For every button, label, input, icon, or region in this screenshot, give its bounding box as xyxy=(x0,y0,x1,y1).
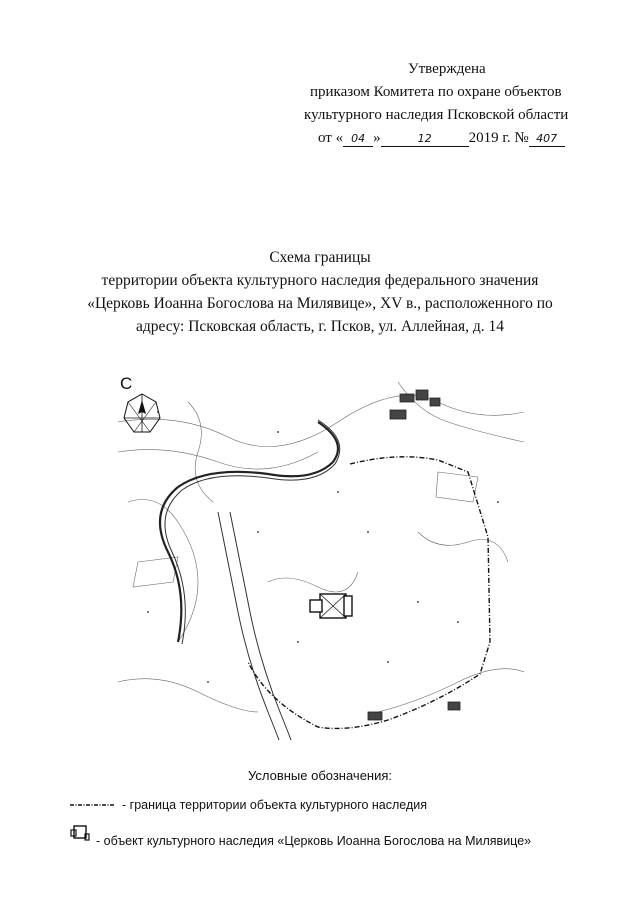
approval-line-3: культурного наследия Псковской области xyxy=(304,107,569,123)
approval-line-2: приказом Комитета по охране объектов xyxy=(310,84,562,100)
legend-title: Условные обозначения: xyxy=(247,768,393,783)
handwritten-order-number: 407 xyxy=(529,132,565,147)
approval-block xyxy=(300,58,600,150)
boundary-line-icon xyxy=(70,801,114,809)
compass-icon xyxy=(120,392,164,436)
boundary-map xyxy=(118,382,524,740)
legend-boundary-text: - граница территории объекта культурного наследия xyxy=(122,798,428,812)
year-text: 2019 г. № xyxy=(468,130,529,146)
building-icon xyxy=(70,824,90,842)
title-line-3: «Церковь Иоанна Богослова на Милявице», XV в., расположенного по xyxy=(87,295,553,312)
legend-item-building xyxy=(70,832,531,850)
legend-building-text: - объект культурного наследия «Церковь Иоанна Богослова на Милявице» xyxy=(96,834,532,848)
approval-line-1: Утверждена xyxy=(408,61,486,77)
document-title xyxy=(40,246,600,338)
title-line-2: территории объекта культурного наследия федерального значения xyxy=(101,272,539,289)
date-mid: » xyxy=(373,130,381,146)
handwritten-day: 04 xyxy=(343,132,373,147)
legend-item-boundary xyxy=(70,798,427,812)
title-line-4: адресу: Псковская область, г. Псков, ул. Аллейная, д. 14 xyxy=(136,318,504,335)
compass-rose xyxy=(120,374,164,436)
title-line-1: Схема границы xyxy=(269,249,371,266)
map-drawing xyxy=(118,382,524,740)
approval-date-line xyxy=(300,127,600,150)
date-prefix: от « xyxy=(318,130,344,146)
handwritten-month: 12 xyxy=(381,132,469,147)
north-label: С xyxy=(120,374,133,393)
